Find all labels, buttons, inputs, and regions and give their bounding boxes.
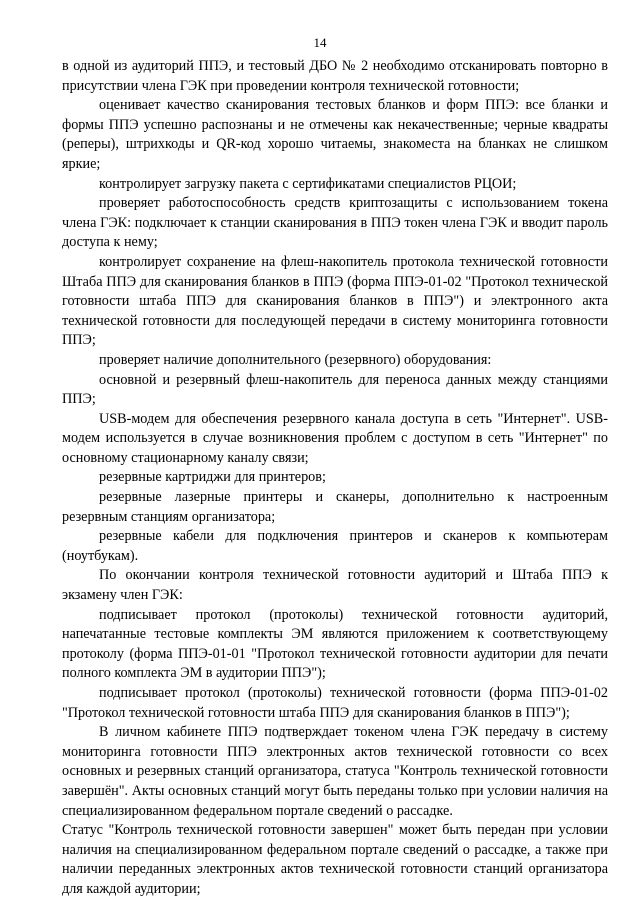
paragraph-6: проверяет наличие дополнительного (резервного) оборудования: xyxy=(99,351,492,368)
paragraph-14: подписывает протокол (протоколы) технической готовности (форма ППЭ-01-02 "Протокол технической готовности штаба ППЭ для сканирования бланков в ППЭ"); xyxy=(62,685,608,721)
paragraph-10: резервные лазерные принтеры и сканеры, дополнительно к настроенным резервным станциям организатора; xyxy=(62,489,608,525)
paragraph-final: Статус "Контроль технической готовности завершен" может быть передан при условии наличия на специализированном федеральном портале сведений о рассадке, а также при наличии переданных электронных актов технической готовности станций организатора для каждой аудитории; xyxy=(62,822,608,897)
paragraph-11: резервные кабели для подключения принтеров и сканеров к компьютерам (ноутбукам). xyxy=(62,528,608,564)
paragraph-2: оценивает качество сканирования тестовых бланков и форм ППЭ: все бланки и формы ППЭ успешно распознаны и не отмечены как некачественные; черные квадраты (реперы), штрихкоды и QR-код хорошо читаемы, знакоместа на бланках не слишком яркие; xyxy=(62,97,608,172)
page-number: 14 xyxy=(313,35,327,50)
paragraph-5: контролирует сохранение на флеш-накопитель протокола технической готовности Штаба ППЭ для сканирования бланков в ППЭ (форма ППЭ-01-02 "Протокол технической готовности штаба ППЭ для сканирования бланков в ППЭ") и электронного акта технической готовности для последующей передачи в систему мониторинга готовности ППЭ; xyxy=(62,253,608,349)
paragraph-15: В личном кабинете ППЭ подтверждает токеном члена ГЭК передачу в систему мониторинга готовности ППЭ электронных актов технической готовности со всех основных и резервных станций организатора, статуса "Контроль технической готовности завершён". Акты основных станций могут быть переданы только при условии наличия на специализированном федеральном портале сведений о рассадке. xyxy=(62,724,608,819)
paragraph-1: в одной из аудиторий ППЭ, и тестовый ДБО № 2 необходимо отсканировать повторно в присутствии члена ГЭК при проведении контроля технической готовности; xyxy=(62,58,608,94)
paragraph-4: проверяет работоспособность средств криптозащиты с использованием токена члена ГЭК: подключает к станции сканирования в ППЭ токен члена ГЭК и вводит пароль доступа к нему; xyxy=(62,195,608,251)
paragraph-13: подписывает протокол (протоколы) технической готовности аудиторий, напечатанные тестовые комплекты ЭМ являются приложением к соответствующему протоколу (форма ППЭ-01-01 "Протокол технической готовности аудитории для печати полного комплекта ЭМ в аудитории ППЭ"); xyxy=(62,606,608,682)
body-text xyxy=(62,57,608,900)
paragraph-3: контролирует загрузку пакета с сертификатами специалистов РЦОИ; xyxy=(99,175,517,192)
paragraph-12: По окончании контроля технической готовности аудиторий и Штаба ППЭ к экзамену член ГЭК: xyxy=(62,567,608,604)
paragraph-8: USB-модем для обеспечения резервного канала доступа в сеть "Интернет". USB-модем используется в случае возникновения проблем с доступом в сеть "Интернет" по основному стационарному каналу связи; xyxy=(62,410,608,466)
paragraph-7: основной и резервный флеш-накопитель для переноса данных между станциями ППЭ; xyxy=(62,371,608,408)
paragraph-9: резервные картриджи для принтеров; xyxy=(99,469,326,486)
